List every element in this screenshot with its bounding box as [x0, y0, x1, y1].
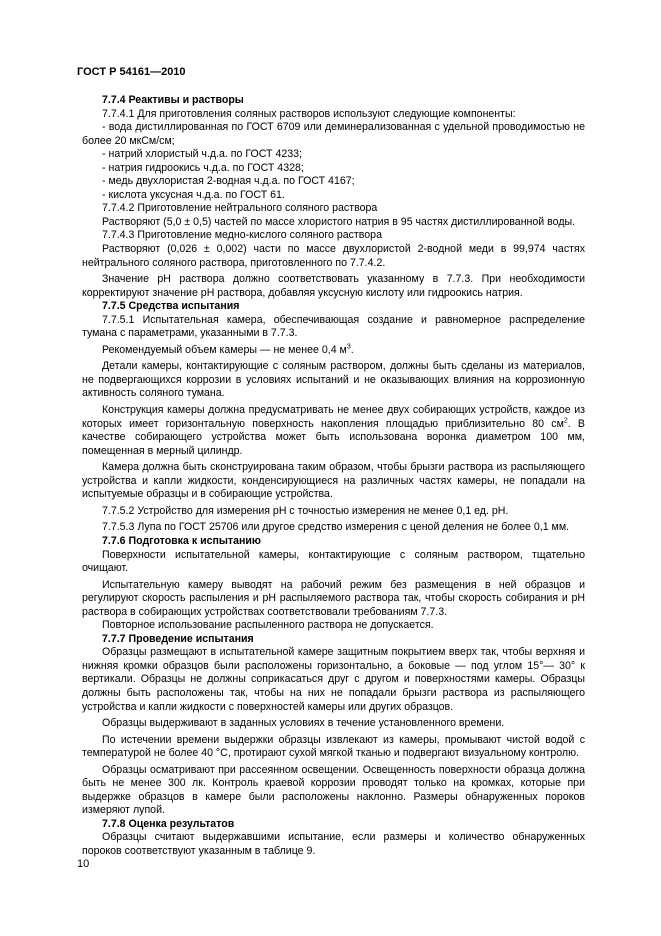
section-heading-7-7-7: 7.7.7 Проведение испытания	[102, 632, 254, 645]
volume-end: .	[350, 343, 354, 356]
paragraph: По истечении времени выдержки образцы извлекают из камеры, промывают чистой водой с температурой не более 40 °С, протирают сухой мягкой тканью и подвергают визуальному контролю.	[82, 733, 585, 760]
section-heading-7-7-5: 7.7.5 Средства испытания	[102, 300, 240, 313]
paragraph-7-7-4-1: 7.7.4.1 Для приготовления соляных растворов используют следующие компоненты:	[102, 107, 516, 120]
paragraph-7-7-4-3: 7.7.4.3 Приготовление медно-кислого соляного раствора	[102, 229, 382, 242]
section-heading-7-7-4: 7.7.4 Реактивы и растворы	[102, 94, 244, 106]
paragraph: Камера должна быть сконструирована таким образом, чтобы брызги раствора из распыляющего устройства и капли жидкости, конденсирующиеся на различных частях камеры, не попадали на испытуемые образцы и в собирающие устройства.	[82, 461, 585, 501]
paragraph-7-7-5-1: 7.7.5.1 Испытательная камера, обеспечивающая создание и равномерное распределение тумана с параметрами, указанными в 7.7.3.	[82, 313, 585, 340]
page-number: 10	[77, 858, 90, 870]
design-text-2: . В качестве собирающего устройства может быть использована воронка диаметром 100 мм, помещенная в мерный цилиндр.	[82, 417, 586, 457]
paragraph: Поверхности испытательной камеры, контактирующие с соляным раствором, тщательно очищают.	[82, 548, 585, 575]
list-item: - вода дистиллированная по ГОСТ 6709 или деминерализованная с удельной проводимостью не более 20 мкСм/см;	[82, 121, 585, 147]
section-heading-7-7-8: 7.7.8 Оценка результатов	[102, 817, 235, 830]
volume-exponent: 3	[346, 343, 351, 351]
paragraph-7-7-4-2: 7.7.4.2 Приготовление нейтрального соляного раствора	[102, 202, 378, 215]
paragraph-design	[82, 404, 585, 458]
volume-text: Рекомендуемый объем камеры — не менее 0,4 м	[102, 343, 347, 356]
paragraph: Образцы осматривают при рассеянном освещении. Освещенность поверхности образца должна быть не менее 300 лк. Контроль краевой коррозии проводят только на кромках, которые при выдержке образцов в камере были расположены наклонно. Размеры обнаруженных пороков измеряют лупой.	[82, 763, 585, 817]
paragraph-7-7-5-2: 7.7.5.2 Устройство для измерения pH с точностью измерения не менее 0,1 ед. pH.	[102, 504, 509, 517]
paragraph: Значение pH раствора должно соответствовать указанному в 7.7.3. При необходимости корректируют значение pH раствора, добавляя уксусную кислоту или гидроокись натрия.	[82, 273, 585, 299]
list-item: - натрия гидроокись ч.д.а. по ГОСТ 4328;	[102, 161, 304, 174]
paragraph: Повторное использование распыленного раствора не допускается.	[102, 619, 434, 632]
paragraph: Образцы выдерживают в заданных условиях в течение установленного времени.	[102, 717, 505, 730]
list-item: - натрий хлористый ч.д.а. по ГОСТ 4233;	[102, 148, 302, 161]
document-header: ГОСТ Р 54161—2010	[77, 66, 186, 78]
paragraph-7-7-5-3: 7.7.5.3 Лупа по ГОСТ 25706 или другое средство измерения с ценой деления не более 0,1 мм.	[102, 521, 570, 534]
paragraph: Растворяют (5,0 ± 0,5) частей по массе хлористого натрия в 95 частях дистиллированной воды.	[102, 215, 576, 228]
paragraph: Образцы размещают в испытательной камере защитным покрытием вверх так, чтобы верхняя и нижняя кромки образцов были расположены горизонтально, а боковые — под углом 15°— 30° к вертикали. Образцы не должны соприкасаться друг с другом и поверхностями камеры. Образцы должны быть расположены так, чтобы на них не попадали брызги раствора из распыляющего устройства и капли жидкости с поверхностей камеры или других образцов.	[82, 646, 585, 713]
section-heading-7-7-6: 7.7.6 Подготовка к испытанию	[102, 534, 261, 547]
paragraph: Растворяют (0,026 ± 0,002) части по массе двухлористой 2-водной меди в 99,974 частях нейтрального соляного раствора, приготовленного по 7.7.4.2.	[82, 243, 585, 269]
design-exponent: 2	[563, 417, 568, 425]
paragraph-volume	[82, 344, 585, 358]
paragraph: Детали камеры, контактирующие с соляным раствором, должны быть сделаны из материалов, не подвергающихся коррозии в условиях испытаний и не оказывающих влияния на коррозионную активность соляного тумана.	[82, 360, 585, 400]
list-item: - кислота уксусная ч.д.а. по ГОСТ 61.	[102, 188, 285, 201]
document-body	[82, 94, 585, 859]
design-text: Конструкция камеры должна предусматривать не менее двух собирающих устройств, каждое из которых имеет горизонтальную поверхность накопления площадью приблизительно 80 см	[82, 404, 585, 430]
paragraph: Образцы считают выдержавшими испытание, если размеры и количество обнаруженных пороков соответствуют указанным в таблице 9.	[82, 831, 585, 857]
paragraph: Испытательную камеру выводят на рабочий режим без размещения в ней образцов и регулируют скорость распыления и pH распыляемого раствора так, чтобы скорость собирания и pH раствора в собирающих устройствах соответствовали требованиям 7.7.3.	[82, 578, 585, 618]
list-item: - медь двухлористая 2-водная ч.д.а. по ГОСТ 4167;	[102, 175, 355, 188]
